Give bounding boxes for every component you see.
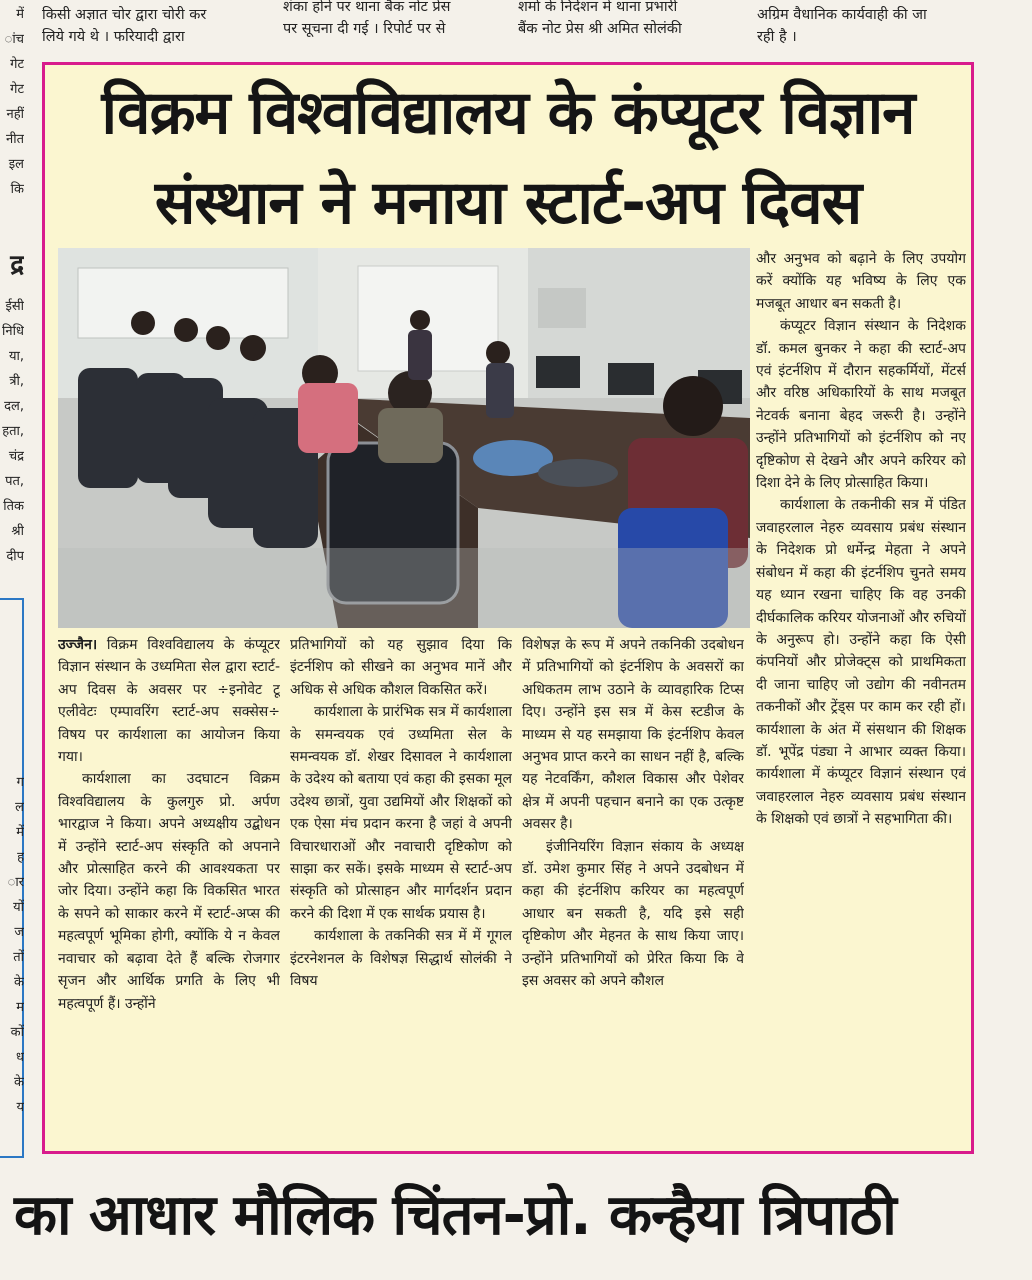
article-column-4 xyxy=(756,248,966,1146)
paragraph-closing: कार्यशाला के तकनीकी सत्र में पंडित जवाहरलाल नेहरु व्यवसाय प्रबंध संस्थान के निदेशक प्रो धर्मेन्द्र मेहता ने अपने संबोधन में कहा की इंटर्नशिप चुनते समय यह ध्यान रखना चाहिए कि वह उनकी दीर्घकालिक करियर योजनाओं और रुचियों के अनुरूप हो। उन्होंने कहा कि ऐसी कंपनियों और प्रोजेक्ट्स को प्राथमिकता दी जाना चाहिए जो उद्योग की नवीनतम तकनीकों और ट्रेंड्स पर काम कर रही हों। कार्यशाला के अंत में संसथान की शिक्षक डॉ. भूपेंद्र पंड्या ने आभार व्यक्त किया। कार्यशाला में कंप्यूटर विज्ञानं संस्थान एवं जवाहरलाल नेहरु व्यवसाय प्रबंध संस्थान के शिक्षको एवं छात्रों ने सहभागिता की। xyxy=(756,497,966,828)
left-fragment-middle: ईसी निधि या, त्री, दल, हता, चंद्र पत, तिक श्री दीप xyxy=(2,299,24,564)
top-strip-col2: शंका होने पर थाना बैंक नोट प्रेस पर सूचना दी गई । रिपोर्ट पर से xyxy=(283,0,451,37)
article-column-2 xyxy=(290,634,512,1146)
left-fragment-upper: में ांच गेट गेट नहीं नीत इल कि xyxy=(4,7,24,197)
article-photo xyxy=(58,248,750,628)
top-strip-col4: अग्रिम वैधानिक कार्यवाही की जा रही है । xyxy=(757,7,927,45)
paragraph-expert-tips: विशेषज्ञ के रूप में अपने तकनिकी उदबोधन में प्रतिभागियों को इंटर्नशिप के अवसरों का अधिकतम लाभ उठाने के व्यावहारिक टिप्स दिए। उन्होंने इस सत्र में केस स्टडीज के माध्यम से यह समझाया कि इंटर्नशिप केवल अनुभव प्राप्त करने का साधन नहीं है, बल्कि यह नेटवर्किंग, कौशल विकास और पेशेवर क्षेत्र में अपनी पहचान बनाने का एक उत्कृष्ट अवसर है। xyxy=(522,637,744,833)
left-fragment-headline: द्र xyxy=(10,250,24,280)
paragraph-engineering-head: इंजीनियरिंग विज्ञान संकाय के अध्यक्ष डॉ. उमेश कुमार सिंह ने अपने उदबोधन में कहा की इंटर्नशिप करियर का महत्वपूर्ण आधार बन सकती है, यदि इसे सही दृष्टिकोण और मेहनत के साथ किया जाए। उन्होंने प्रतिभागियों को प्रेरित किया कि वे इस अवसर को अपने कौशल xyxy=(522,838,744,990)
top-strip-col3: शर्मा के निर्देशन में थाना प्रभारी बैंक नोट प्रेस श्री अमित सोलंकी xyxy=(518,0,682,37)
intro-paragraph: विक्रम विश्वविद्यालय के कंप्यूटर विज्ञान संस्थान के उध्यमिता सेल द्वारा स्टार्ट-अप दिवस के अवसर पर ÷इनोवेट टू एलीवेटः एम्पावरिंग स्टार्ट-अप सक्सेस÷ विषय पर कार्यशाला का आयोजन किया गया। xyxy=(58,637,280,766)
paragraph-director: कंप्यूटर विज्ञान संस्थान के निदेशक डॉ. कमल बुनकर ने कहा की स्टार्ट-अप एवं इंटर्नशिप में दौरान सहकर्मियों, मेंटर्स और वरिष्ठ अधिकारियों के साथ मजबूत नेटवर्क बनाना बेहद जरूरी है। उन्होंने उन्होंने प्रतिभागियों को इंटर्नशिप को नए दृष्टिकोण से देखने और अपने करियर को दिशा देने के लिए प्रोत्साहित किया। xyxy=(756,318,966,492)
left-fragment-lower: ग ल में ह ार यों ज तों के म कों ध के य xyxy=(7,775,24,1115)
article-column-3 xyxy=(522,634,744,1146)
headline-line-1: विक्रम विश्वविद्यालय के कंप्यूटर विज्ञान xyxy=(101,78,915,148)
photo-illustration xyxy=(58,248,750,628)
dateline: उज्जैन। xyxy=(58,637,98,653)
paragraph-experience: और अनुभव को बढ़ाने के लिए उपयोग करें क्योंकि यह भविष्य के लिए एक मजबूत आधार बन सकती है। xyxy=(756,251,966,312)
paragraph-advice: प्रतिभागियों को यह सुझाव दिया कि इंटर्नशिप को सीखने का अनुभव मानें और अधिक से अधिक कौशल विकसित करें। xyxy=(290,637,512,698)
article-box xyxy=(42,62,974,1154)
bottom-headline: का आधार मौलिक चिंतन-प्रो. कन्हैया त्रिपाठी xyxy=(14,1183,896,1248)
paragraph-technical-session: कार्यशाला के तकनिकी सत्र में में गूगल इंटरनेशनल के विशेषज्ञ सिद्धार्थ सोलंकी ने विषय xyxy=(290,928,512,990)
headline-line-2: संस्थान ने मनाया स्टार्ट-अप दिवस xyxy=(154,168,862,238)
paragraph-inauguration: कार्यशाला का उदघाटन विक्रम विश्वविद्यालय के कुलगुरु प्रो. अर्पण भारद्वाज ने किया। अपने अध्यक्षीय उद्बोधन में उन्होंने स्टार्ट-अप संस्कृति को अपनाने और प्रोत्साहित करने की आवश्यकता पर जोर दिया। उन्होंने कहा कि विकसित भारत के सपने को साकार करने में स्टार्ट-अप्स की महत्वपूर्ण भूमिका होगी, क्योंकि ये न केवल नवाचार को बढ़ावा देते हैं बल्कि रोजगार सृजन और आर्थिक प्रगति के लिए भी महत्वपूर्ण हैं। उन्होंने xyxy=(58,771,280,1012)
article-column-1 xyxy=(58,634,280,1146)
paragraph-opening-session: कार्यशाला के प्रारंभिक सत्र में कार्यशाला के समन्वयक एवं उध्यमिता सेल के समन्वयक डॉ. शेखर दिसावल ने कार्यशाला के उदेश्य को बताया एवं कहा की इसका मूल उदेश्य छात्रों, युवा उद्यमियों और शिक्षकों को एक ऐसा मंच प्रदान करना है जहां वे अपनी विचारधाराओं और नवाचारी दृष्टिकोण को साझा कर सकें। इसके माध्यम से स्टार्ट-अप संस्कृति को प्रोत्साहन और मार्गदर्शन प्रदान करने की दिशा में एक सार्थक प्रयास है। xyxy=(290,704,512,922)
top-strip-col1: किसी अज्ञात चोर द्वारा चोरी कर लिये गये थे । फरियादी द्वारा xyxy=(42,7,207,45)
